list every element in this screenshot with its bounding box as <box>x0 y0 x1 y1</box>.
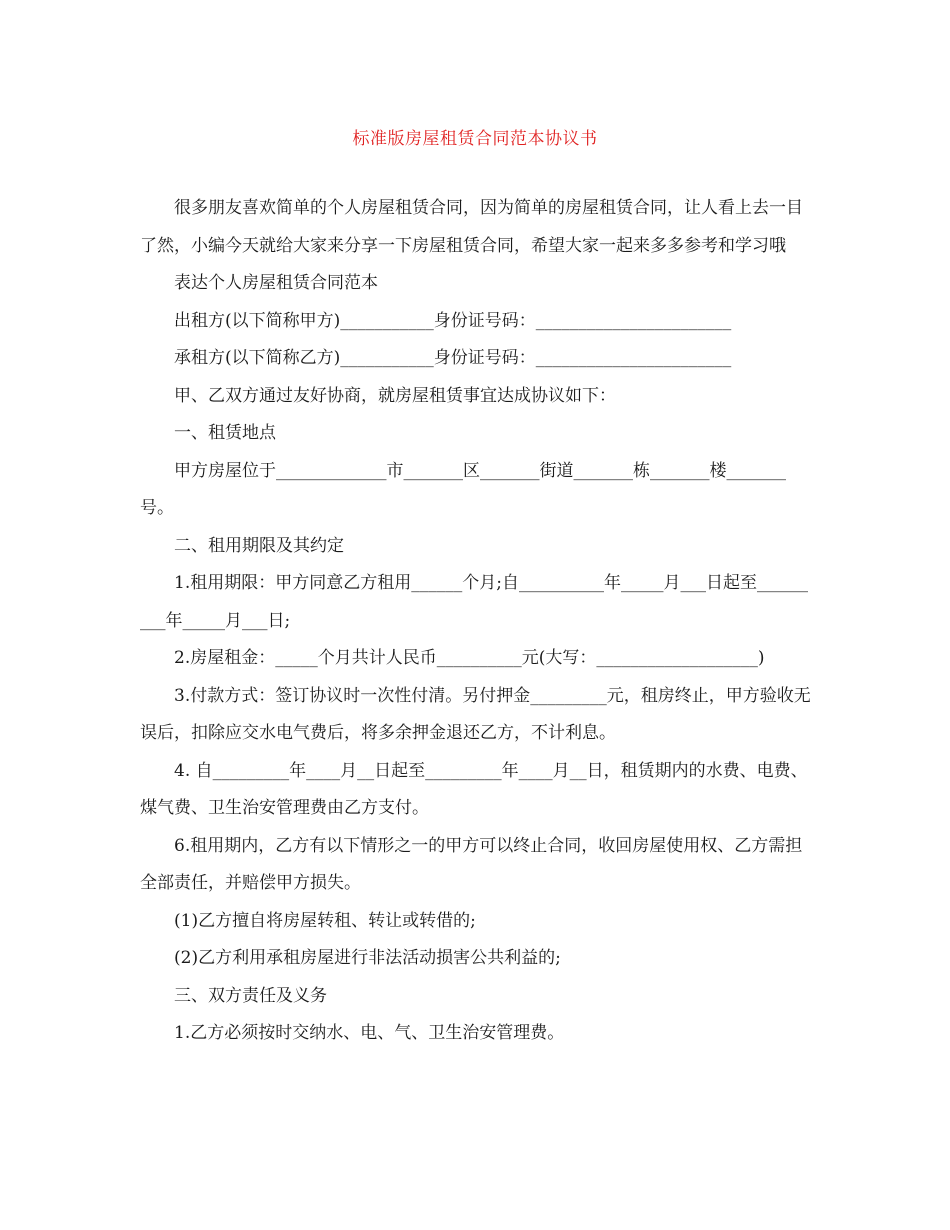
clause-lease-term: 1.租用期限：甲方同意乙方租用______个月;自__________年_____月___日起至_________年_____月___日; <box>140 573 808 631</box>
clause-rent: 2.房屋租金：_____个月共计人民币__________元(大写：___________________) <box>174 648 765 668</box>
duty-item-1: 1.乙方必须按时交纳水、电、气、卫生治安管理费。 <box>174 1023 565 1043</box>
location-clause: 甲方房屋位于_____________市_______区_______街道_______栋_______楼_______号。 <box>140 460 786 518</box>
agreement-preamble: 甲、乙双方通过友好协商，就房屋租赁事宜达成协议如下： <box>174 385 616 406</box>
template-heading: 表达个人房屋租赁合同范本 <box>174 273 378 293</box>
section-heading-term: 二、租用期限及其约定 <box>174 535 344 556</box>
clause-utilities: 4. 自_________年____月__日起至_________年____月__日，租赁期内的水费、电费、煤气费、卫生治安管理费由乙方支付。 <box>140 760 808 818</box>
clause-termination: 6.租用期内，乙方有以下情形之一的甲方可以终止合同，收回房屋使用权、乙方需担全部责任，并赔偿甲方损失。 <box>140 835 803 893</box>
termination-item-1: (1)乙方擅自将房屋转租、转让或转借的; <box>174 910 476 931</box>
clause-payment: 3.付款方式：签订协议时一次性付清。另付押金_________元，租房终止，甲方验收无误后，扣除应交水电气费后，将多余押金退还乙方，不计利息。 <box>140 685 811 743</box>
lessor-line: 出租方(以下简称甲方)___________身份证号码：_______________________ <box>174 310 732 331</box>
termination-item-2: (2)乙方利用承租房屋进行非法活动损害公共利益的; <box>174 948 561 968</box>
document-title: 标准版房屋租赁合同范本协议书 <box>352 129 598 149</box>
section-heading-location: 一、租赁地点 <box>174 423 276 443</box>
intro-paragraph: 很多朋友喜欢简单的个人房屋租赁合同，因为简单的房屋租赁合同，让人看上去一目了然，小编今天就给大家来分享一下房屋租赁合同，希望大家一起来多多参考和学习哦 <box>140 198 803 256</box>
section-heading-duties: 三、双方责任及义务 <box>174 985 327 1006</box>
lessee-line: 承租方(以下简称乙方)___________身份证号码：_______________________ <box>174 348 732 368</box>
document-body <box>140 190 812 1053</box>
